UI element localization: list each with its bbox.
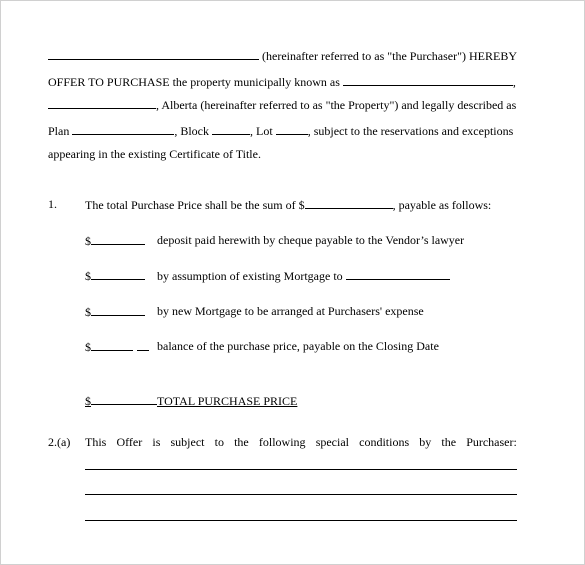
dollar-sign: $ bbox=[85, 269, 91, 283]
deposit-text: deposit paid herewith by cheque payable to the Vendor’s lawyer bbox=[157, 233, 465, 247]
section2-number: 2.(a) bbox=[48, 435, 71, 449]
intro-line-2 bbox=[48, 74, 516, 89]
offer-end: , bbox=[512, 75, 516, 89]
section1-intro-text: The total Purchase Price shall be the sum of $ bbox=[85, 198, 305, 212]
payment-item-assumption bbox=[85, 268, 343, 283]
section2-word: by bbox=[419, 435, 432, 449]
total-purchase-price bbox=[85, 393, 297, 408]
payment-item-new-mortgage bbox=[85, 304, 424, 319]
section2-word: Offer bbox=[116, 435, 143, 449]
block-blank[interactable] bbox=[212, 123, 250, 135]
new-mortgage-text: by new Mortgage to be arranged at Purchasers' expense bbox=[157, 304, 424, 318]
mortgagee-blank[interactable] bbox=[346, 268, 450, 280]
dollar-sign: $ bbox=[85, 305, 91, 319]
assumption-group bbox=[157, 268, 450, 283]
certificate-text: appearing in the existing Certificate of Title. bbox=[48, 147, 261, 161]
intro-line-5 bbox=[48, 147, 261, 161]
assumption-text: by assumption of existing Mortgage to bbox=[157, 269, 343, 283]
condition-line-1[interactable] bbox=[85, 469, 517, 470]
municipal-address-blank[interactable] bbox=[343, 74, 513, 86]
intro-line-1 bbox=[48, 48, 517, 63]
payment-item-balance bbox=[85, 339, 439, 354]
section2-word: special bbox=[315, 435, 350, 449]
balance-amount-blank[interactable] bbox=[91, 339, 133, 351]
section2-intro bbox=[85, 435, 517, 449]
total-label: TOTAL PURCHASE PRICE bbox=[157, 394, 298, 408]
payment-item-deposit bbox=[85, 233, 465, 248]
plan-label: Plan bbox=[48, 124, 70, 138]
dollar-sign: $ bbox=[85, 234, 91, 248]
section1-intro-end: , payable as follows: bbox=[392, 198, 492, 212]
section1-intro bbox=[85, 197, 491, 212]
condition-line-2[interactable] bbox=[85, 494, 517, 495]
balance-amount-blank-2[interactable] bbox=[137, 339, 149, 351]
balance-text: balance of the purchase price, payable on the Closing Date bbox=[157, 339, 439, 353]
alberta-text: , Alberta (hereinafter referred to as "the Property") and legally described as bbox=[156, 98, 517, 112]
section2-word: following bbox=[258, 435, 306, 449]
total-dollar-sign: $ bbox=[85, 394, 91, 408]
condition-line-3[interactable] bbox=[85, 520, 517, 521]
plan-blank[interactable] bbox=[72, 123, 174, 135]
section2-word: is bbox=[152, 435, 161, 449]
intro-line-4 bbox=[48, 123, 513, 138]
purchaser-name-blank[interactable] bbox=[48, 48, 259, 60]
total-sum-blank[interactable] bbox=[305, 197, 393, 209]
section2-word: the bbox=[234, 435, 249, 449]
new-mortgage-amount-blank[interactable] bbox=[91, 304, 145, 316]
section2-word: the bbox=[441, 435, 457, 449]
section2-word: This bbox=[85, 435, 107, 449]
lot-blank[interactable] bbox=[276, 123, 308, 135]
subject-text: , subject to the reservations and exceptions bbox=[307, 124, 514, 138]
dollar-sign: $ bbox=[85, 340, 91, 354]
assumption-amount-blank[interactable] bbox=[91, 268, 145, 280]
offer-text: OFFER TO PURCHASE the property municipally known as bbox=[48, 75, 340, 89]
block-label: , Block bbox=[174, 124, 210, 138]
lot-label: , Lot bbox=[250, 124, 273, 138]
section2-word: conditions bbox=[359, 435, 410, 449]
total-amount-blank[interactable] bbox=[91, 393, 157, 405]
city-blank[interactable] bbox=[48, 97, 156, 109]
section2-word: to bbox=[214, 435, 224, 449]
deposit-amount-blank[interactable] bbox=[91, 233, 145, 245]
section2-word: subject bbox=[170, 435, 205, 449]
section1-number: 1. bbox=[48, 197, 57, 211]
section2-word: Purchaser: bbox=[466, 435, 517, 449]
purchaser-text: (hereinafter referred to as "the Purchaser") HEREBY bbox=[262, 49, 518, 63]
intro-line-3 bbox=[48, 97, 516, 112]
